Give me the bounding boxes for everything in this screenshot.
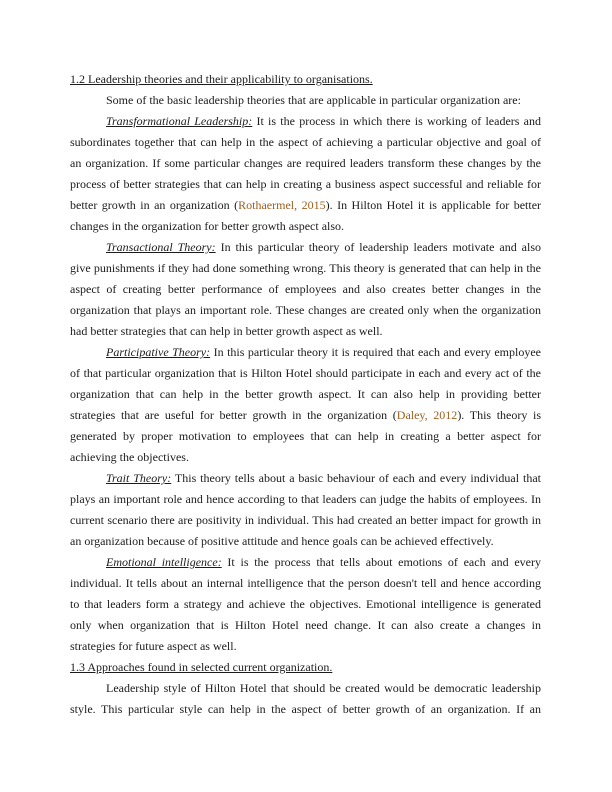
text-run: had better strategies that can help in better growth aspect as well. <box>70 324 383 338</box>
text-run: organization that plays an important role. These changes are created only when the organization <box>70 303 541 317</box>
text-line <box>70 405 541 426</box>
section-heading <box>70 657 541 678</box>
text-line <box>70 300 541 321</box>
text-line <box>70 195 541 216</box>
text-line <box>70 174 541 195</box>
theory-name: Transactional Theory: <box>106 240 216 254</box>
document-body <box>70 69 541 720</box>
text-run: plays an important role and hence according to that leaders can judge the habits of employees. In <box>70 492 541 506</box>
text-line <box>70 510 541 531</box>
paragraph <box>70 342 541 468</box>
text-run: ). In Hilton Hotel it is applicable for better <box>325 198 542 212</box>
text-line <box>70 342 541 363</box>
text-line <box>70 132 541 153</box>
text-line <box>70 90 541 111</box>
text-line <box>70 384 541 405</box>
text-run: style. This particular style can help in the aspect of better growth of an organization. If an <box>70 702 541 716</box>
paragraph <box>70 237 541 342</box>
text-run: It is the process in which there is working of leaders and <box>252 114 541 128</box>
text-line <box>70 573 541 594</box>
text-line <box>70 363 541 384</box>
text-run: strategies for future aspect as well. <box>70 639 237 653</box>
text-line <box>70 489 541 510</box>
text-run: process of better strategies that can help in creating a business aspect successful and reliable for <box>70 177 541 191</box>
section-heading <box>70 69 541 90</box>
text-line <box>70 279 541 300</box>
theory-name: Emotional intelligence: <box>106 555 222 569</box>
text-line <box>70 678 541 699</box>
text-run: 1.2 Leadership theories and their applicability to organisations. <box>70 72 373 86</box>
text-run: give punishments if they had done something wrong. This theory is generated that can help in the <box>70 261 541 275</box>
text-line <box>70 636 541 657</box>
paragraph <box>70 111 541 237</box>
text-run: to that leaders form a strategy and achieve the objectives. Emotional intelligence is generated <box>70 597 541 611</box>
theory-name: Transformational Leadership: <box>106 114 253 128</box>
text-run: ). This theory is <box>457 408 542 422</box>
text-line <box>70 321 541 342</box>
text-run: In this particular theory of leadership leaders motivate and also <box>215 240 541 254</box>
text-run: an organization because of positive attitude and hence goals can be achieved effectively. <box>70 534 494 548</box>
text-run: strategies that are useful for better growth in the organization ( <box>70 408 397 422</box>
text-line <box>70 615 541 636</box>
text-line <box>70 531 541 552</box>
text-run: In this particular theory it is required that each and every employee <box>210 345 542 359</box>
text-run: 1.3 Approaches found in selected current organization. <box>70 660 333 674</box>
text-run: better growth in an organization ( <box>70 198 239 212</box>
text-run: aspect of creating better performance of employees and also creates better changes in the <box>70 282 541 296</box>
citation-text: Rothaermel, 2015 <box>238 198 326 212</box>
paragraph <box>70 552 541 657</box>
text-line <box>70 153 541 174</box>
text-line <box>70 699 541 720</box>
text-run: This theory tells about a basic behaviour of each and every individual that <box>171 471 541 485</box>
text-line <box>70 594 541 615</box>
text-run: organization that can help in the better growth aspect. It can also help in providing better <box>70 387 541 401</box>
text-run: Leadership style of Hilton Hotel that should be created would be democratic leadership <box>106 681 541 695</box>
paragraph <box>70 90 541 111</box>
text-line <box>70 237 541 258</box>
paragraph <box>70 468 541 552</box>
text-run: individual. It tells about an internal intelligence that the person doesn't tell and hence according <box>70 576 541 590</box>
text-run: current scenario there are positivity in individual. This had created an better impact for growth in <box>70 513 541 527</box>
text-line <box>70 468 541 489</box>
citation-text: Daley, 2012 <box>396 408 458 422</box>
text-line <box>70 69 541 90</box>
text-run: changes in the organization for better growth aspect also. <box>70 219 345 233</box>
text-line <box>70 216 541 237</box>
theory-name: Trait Theory: <box>106 471 172 485</box>
text-run: generated by proper motivation to employees that can help in creating a better aspect for <box>70 429 541 443</box>
paragraph <box>70 678 541 720</box>
text-run: Some of the basic leadership theories that are applicable in particular organization are: <box>106 93 521 107</box>
text-line <box>70 426 541 447</box>
text-line <box>70 657 541 678</box>
text-run: subordinates together that can help in the aspect of achieving a particular objective and goal of <box>70 135 541 149</box>
text-run: an organization. If some particular changes are required leaders transform these changes by the <box>70 156 541 170</box>
text-run: It is the process that tells about emotions of each and every <box>221 555 541 569</box>
text-run: only when organization that is Hilton Hotel need change. It can also create a changes in <box>70 618 541 632</box>
text-line <box>70 111 541 132</box>
text-run: of that particular organization that is Hilton Hotel should participate in each and every act of the <box>70 366 541 380</box>
theory-name: Participative Theory: <box>106 345 211 359</box>
text-run: achieving the objectives. <box>70 450 189 464</box>
text-line <box>70 447 541 468</box>
text-line <box>70 258 541 279</box>
text-line <box>70 552 541 573</box>
